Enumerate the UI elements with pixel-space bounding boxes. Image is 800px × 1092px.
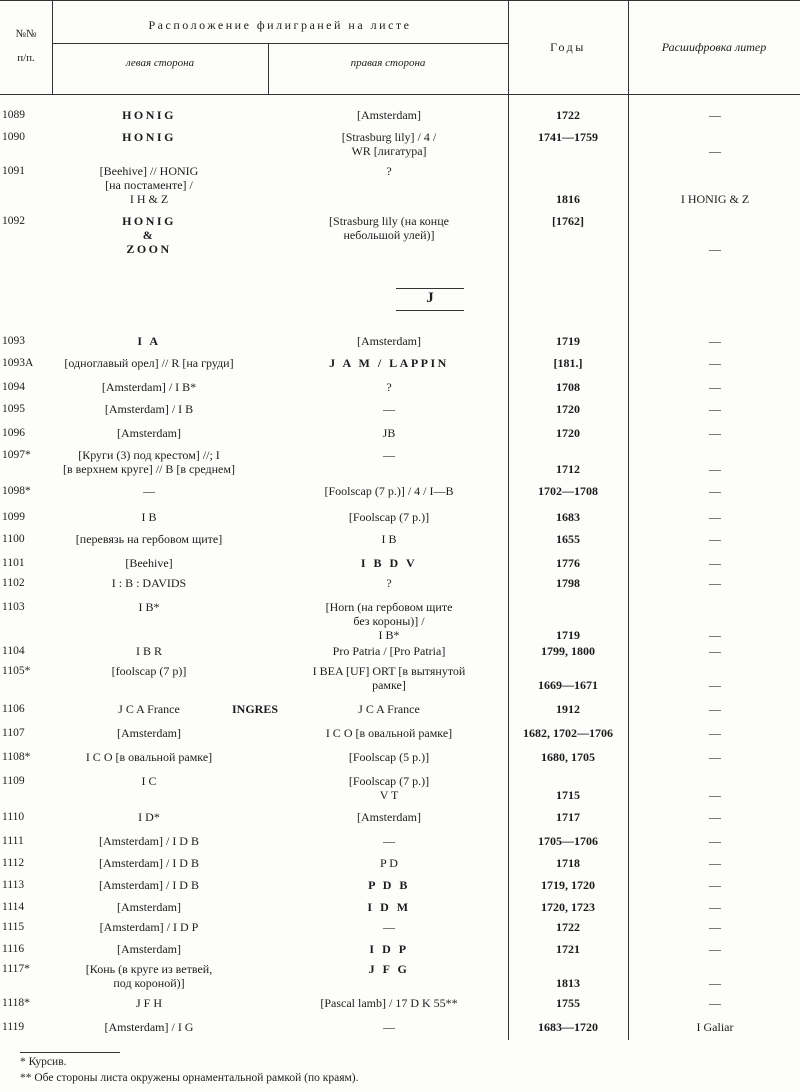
row-number: 1117* [2,963,30,975]
decoding-value: — [709,144,721,158]
decoding-value: — [709,878,721,892]
year-value: 1702—1708 [538,484,598,498]
decoding-value: — [709,426,721,440]
watermark-right: [Foolscap (7 p.)] [348,510,430,524]
watermark-right: P D [380,856,398,870]
watermark-right: ? [386,576,392,590]
year-value: 1683 [556,510,580,524]
year-value: 1683—1720 [538,1020,598,1034]
decoding-value: — [709,108,721,122]
watermark-left: [Amsterdam] [117,726,181,740]
header-location: Расположение филиграней на листе [148,18,412,32]
watermark-right: [Amsterdam] [357,810,421,824]
decoding-value: — [709,532,721,546]
year-value: 1717 [556,810,580,824]
watermark-right: I D M [367,900,411,914]
row-number: 1112 [2,857,25,869]
row-number: 1111 [2,835,24,847]
watermark-left: J C A France [118,702,180,716]
watermark-left: I A [137,334,161,348]
year-value: 1816 [556,192,580,206]
watermark-right: I C O [в овальной рамке] [325,726,453,740]
row-number: 1093 [2,335,25,347]
year-value: 1813 [556,976,580,990]
watermark-left: HONIG & ZOON [122,214,176,256]
watermark-right: I B [381,532,397,546]
decoding-value: — [709,576,721,590]
row-number: 1113 [2,879,25,891]
watermark-right: [Horn (на гербовом щите без короны)] / I B* [325,600,453,642]
watermark-left: I C [141,774,157,788]
row-number: 1108* [2,751,31,763]
header-years: Годы [550,40,586,54]
watermark-left: [Amsterdam] / I B [104,402,194,416]
watermark-right: — [383,834,395,848]
footnote-1: * Курсив. [20,1056,67,1068]
decoding-value: — [709,942,721,956]
watermark-left: I B R [135,644,162,658]
watermark-left: I B* [138,600,160,614]
watermark-left: [Beehive] // HONIG [на постаменте] / I H & Z [99,164,199,206]
watermark-left: — [143,484,155,498]
watermark-right: ? [386,380,392,394]
watermark-left: I : B : DAVIDS [111,576,187,590]
watermark-left: I C O [в овальной рамке] [85,750,213,764]
watermark-right: — [383,1020,395,1034]
watermark-left: [Amsterdam] / I D B [99,856,199,870]
year-value: 1682, 1702—1706 [523,726,613,740]
section-bottom-rule [396,310,464,311]
row-number: 1100 [2,533,25,545]
decoding-value: — [709,356,721,370]
decoding-value: — [709,834,721,848]
year-value: 1655 [556,532,580,546]
row-number: 1096 [2,427,25,439]
watermark-right: ? [386,164,392,178]
decoding-value: — [709,996,721,1010]
watermark-left: J F H [135,996,162,1010]
watermark-right: [Strasburg lily (на конце небольшой улей)] [329,214,449,242]
watermark-left: [Amsterdam] / I D B [99,834,199,848]
decoding-value: — [709,920,721,934]
row-number: 1095 [2,403,25,415]
decoding-value: — [709,242,721,256]
watermark-right: J A M / LAPPIN [329,356,449,370]
header-left-side: левая сторона [125,57,195,69]
watermark-right: I D P [369,942,409,956]
year-value: 1715 [556,788,580,802]
watermark-left: [Amsterdam] / I B* [101,380,197,394]
row-number: 1097* [2,449,31,461]
watermark-right: — [383,920,395,934]
year-value: 1712 [556,462,580,476]
row-number: 1105* [2,665,31,677]
year-value: 1669—1671 [538,678,598,692]
watermark-left: [Amsterdam] / I G [104,1020,194,1034]
watermark-left: [Круги (3) под крестом] //; I [в верхнем круге] // B [в среднем] [63,448,235,476]
watermark-left: HONIG [122,108,176,122]
decoding-value: — [709,976,721,990]
decoding-value: — [709,644,721,658]
year-value: 1719 [556,628,580,642]
row-number: 1104 [2,645,25,657]
watermark-left: HONIG [122,130,176,144]
year-value: [181.] [553,356,583,370]
year-value: [1762] [552,214,584,228]
year-value: 1799, 1800 [541,644,595,658]
year-value: 1776 [556,556,580,570]
watermark-left: [Beehive] [125,556,173,570]
year-value: 1721 [556,942,580,956]
col-rule-4 [628,0,629,1040]
watermark-right: I BEA [UF] ORT [в вытянутой рамке] [312,664,466,692]
year-value: 1755 [556,996,580,1010]
watermark-right: J C A France [358,702,420,716]
watermark-left: [одноглавый орел] // R [на груди] [64,356,234,370]
watermark-left: [foolscap (7 p)] [111,664,187,678]
decoding-value: — [709,484,721,498]
watermark-left: I D* [138,810,160,824]
row-number: 1106 [2,703,25,715]
decoding-value: — [709,678,721,692]
year-value: 1722 [556,108,580,122]
row-number: 1107 [2,727,25,739]
header-right-side: правая сторона [350,57,426,69]
year-value: 1680, 1705 [541,750,595,764]
watermark-left: [Amsterdam] [117,426,181,440]
watermark-left: [Amsterdam] / I D B [99,878,199,892]
decoding-value: — [709,900,721,914]
watermark-left: [перевязь на гербовом щите] [75,532,223,546]
decoding-value: — [709,702,721,716]
row-number: 1119 [2,1021,25,1033]
year-value: 1719, 1720 [541,878,595,892]
year-value: 1912 [556,702,580,716]
row-number: 1093A [2,357,34,369]
row-number: 1101 [2,557,25,569]
watermark-left: [Конь (в круге из ветвей, под короной)] [85,962,213,990]
header-decoding: Расшифровка литер [661,40,767,54]
decoding-value: I Galiar [696,1020,734,1034]
year-value: 1718 [556,856,580,870]
decoding-value: — [709,726,721,740]
row-number: 1099 [2,511,25,523]
footnote-2: ** Обе стороны листа окружены орнаментальной рамкой (по краям). [20,1072,359,1084]
watermark-right: J F G [368,962,410,976]
decoding-value: — [709,856,721,870]
decoding-value: — [709,462,721,476]
watermark-right: — [383,402,395,416]
row-number: 1089 [2,109,25,121]
watermark-right: I B D V [360,556,418,570]
watermark-right: [Pascal lamb] / 17 D K 55** [320,996,458,1010]
year-value: 1719 [556,334,580,348]
row-number: 1103 [2,601,25,613]
row-number: 1109 [2,775,25,787]
year-value: 1720 [556,426,580,440]
decoding-value: — [709,810,721,824]
header-bottom-rule [0,94,800,95]
watermark-left: I B [141,510,157,524]
row-number: 1090 [2,131,25,143]
year-value: 1705—1706 [538,834,598,848]
watermark-right: — [383,448,395,462]
watermark-right: Pro Patria / [Pro Patria] [332,644,446,658]
year-value: 1708 [556,380,580,394]
watermark-left: [Amsterdam] / I D P [99,920,199,934]
decoding-value: — [709,556,721,570]
section-top-rule [396,288,464,289]
row-number: 1110 [2,811,25,823]
col-rule-1 [52,0,53,94]
header-split-rule [52,43,508,44]
watermark-left: [Amsterdam] [117,942,181,956]
year-value: 1741—1759 [538,130,598,144]
row-number: 1098* [2,485,31,497]
watermark-left: [Amsterdam] [117,900,181,914]
row-number: 1091 [2,165,25,177]
row-number: 1094 [2,381,25,393]
year-value: 1720, 1723 [541,900,595,914]
row-number: 1116 [2,943,25,955]
decoding-value: — [709,628,721,642]
decoding-value: — [709,402,721,416]
row-number: 1092 [2,215,25,227]
watermark-right: [Amsterdam] [357,108,421,122]
decoding-value: — [709,788,721,802]
watermark-right: [Amsterdam] [357,334,421,348]
watermark-right: JB [382,426,396,440]
year-value: 1720 [556,402,580,416]
row-number: 1114 [2,901,25,913]
header-num: №№ п/п. [15,28,37,64]
watermark-middle: INGRES [231,702,278,716]
row-number: 1118* [2,997,30,1009]
decoding-value: — [709,510,721,524]
decoding-value: I HONIG & Z [680,192,750,206]
decoding-value: — [709,750,721,764]
row-number: 1102 [2,577,25,589]
section-letter: J [426,290,434,306]
decoding-value: — [709,380,721,394]
year-value: 1798 [556,576,580,590]
watermark-right: [Foolscap (7 p.)] V T [348,774,430,802]
year-value: 1722 [556,920,580,934]
watermark-right: P D B [368,878,410,892]
row-number: 1115 [2,921,25,933]
watermark-right: [Strasburg lily] / 4 / WR [лигатура] [341,130,437,158]
watermark-right: [Foolscap (5 p.)] [348,750,430,764]
header-top-rule [0,0,800,1]
watermark-right: [Foolscap (7 p.)] / 4 / I—B [324,484,454,498]
footnote-rule [20,1052,120,1053]
decoding-value: — [709,334,721,348]
